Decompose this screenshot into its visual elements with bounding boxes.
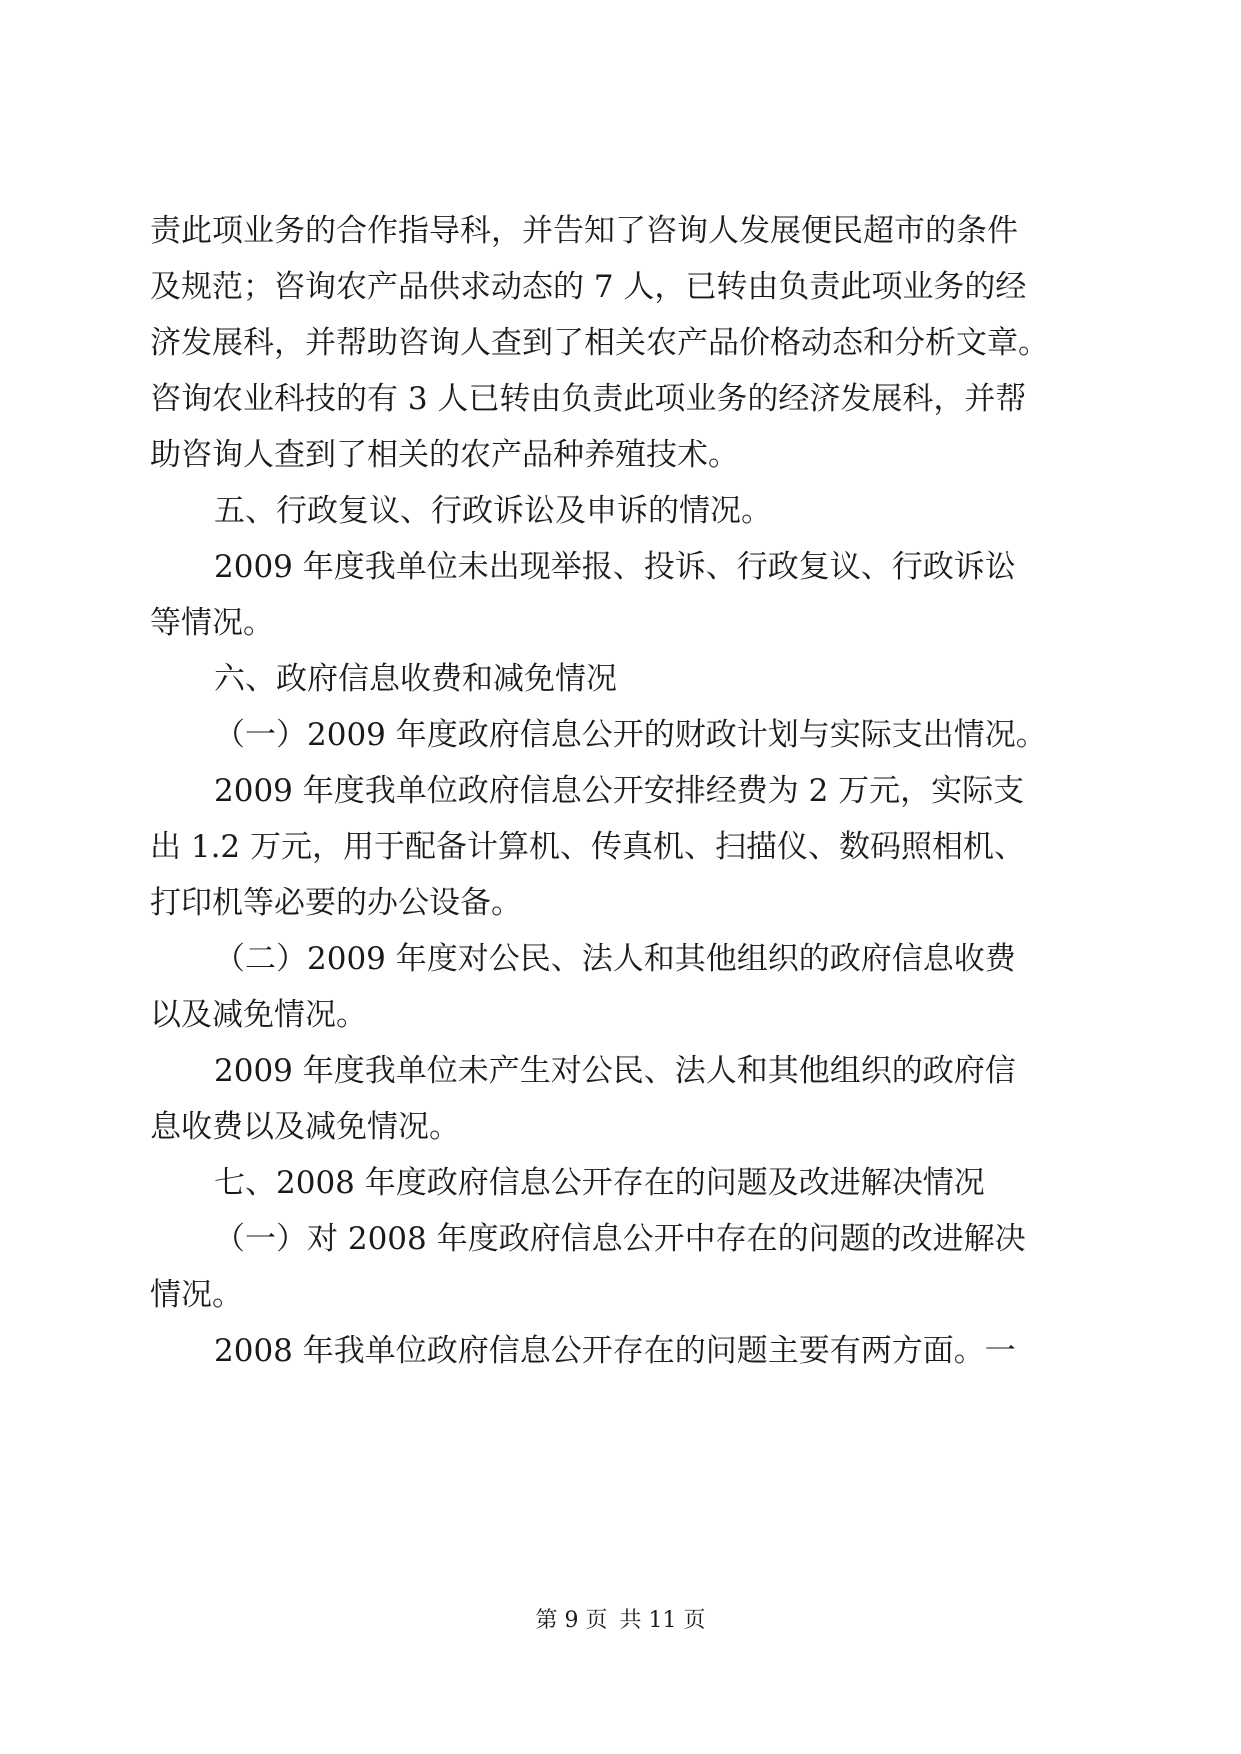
section-heading: 七、2008 年度政府信息公开存在的问题及改进解决情况 bbox=[214, 1165, 985, 1201]
total-pages: 共 11 页 bbox=[619, 1608, 706, 1633]
body-line: 等情况。 bbox=[150, 605, 274, 641]
body-line: 2009 年度我单位未出现举报、投诉、行政复议、行政诉讼 bbox=[214, 549, 1016, 585]
section-heading: 六、政府信息收费和减免情况 bbox=[214, 661, 617, 697]
subsection-heading: （二）2009 年度对公民、法人和其他组织的政府信息收费 bbox=[214, 941, 1016, 977]
page-footer bbox=[0, 1606, 1241, 1636]
body-line: 息收费以及减免情况。 bbox=[150, 1109, 460, 1145]
body-line: 出 1.2 万元，用于配备计算机、传真机、扫描仪、数码照相机、 bbox=[150, 829, 1026, 865]
subsection-heading: （一）对 2008 年度政府信息公开中存在的问题的改进解决 bbox=[214, 1221, 1026, 1257]
subsection-heading: （一）2009 年度政府信息公开的财政计划与实际支出情况。 bbox=[214, 717, 1047, 753]
body-line: 助咨询人查到了相关的农产品种养殖技术。 bbox=[150, 437, 739, 473]
page-number: 第 9 页 bbox=[535, 1608, 608, 1633]
body-line: 咨询农业科技的有 3 人已转由负责此项业务的经济发展科，并帮 bbox=[150, 381, 1027, 417]
body-line: 2009 年度我单位政府信息公开安排经费为 2 万元，实际支 bbox=[214, 773, 1025, 809]
body-line: 责此项业务的合作指导科，并告知了咨询人发展便民超市的条件 bbox=[150, 213, 1018, 249]
body-line: 2009 年度我单位未产生对公民、法人和其他组织的政府信 bbox=[214, 1053, 1016, 1089]
body-line: 以及减免情况。 bbox=[150, 997, 367, 1033]
body-line: 情况。 bbox=[150, 1277, 243, 1313]
body-line: 2008 年我单位政府信息公开存在的问题主要有两方面。一 bbox=[214, 1333, 1016, 1369]
body-line: 打印机等必要的办公设备。 bbox=[150, 885, 522, 921]
section-heading: 五、行政复议、行政诉讼及申诉的情况。 bbox=[214, 493, 772, 529]
body-line: 及规范；咨询农产品供求动态的 7 人，已转由负责此项业务的经 bbox=[150, 269, 1027, 305]
body-line: 济发展科，并帮助咨询人查到了相关农产品价格动态和分析文章。 bbox=[150, 325, 1049, 361]
